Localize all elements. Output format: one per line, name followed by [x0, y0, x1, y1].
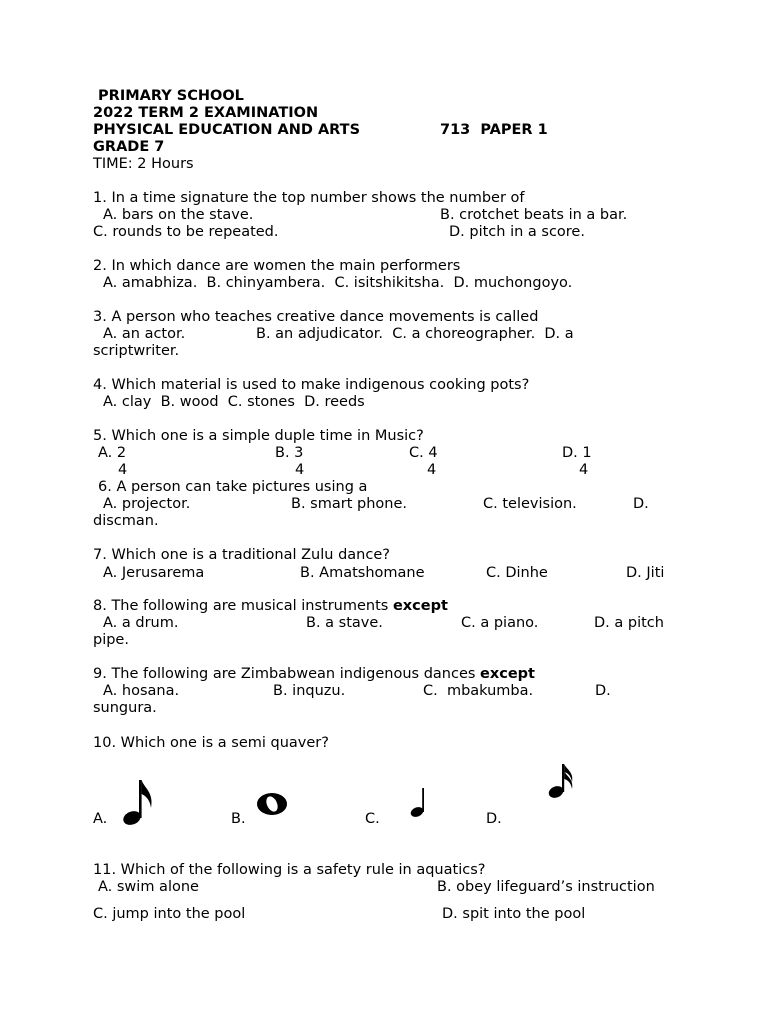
q1-option-d: D. pitch in a score. — [449, 224, 585, 240]
question-9-emphasis: except — [480, 666, 535, 682]
q8-option-a: A. a drum. — [103, 615, 179, 631]
q8-option-wrap: pipe. — [93, 632, 129, 648]
q11-option-b: B. obey lifeguard’s instruction — [437, 879, 655, 895]
q10-option-d: D. — [486, 811, 502, 827]
q5-option-c-denominator: 4 — [427, 462, 437, 478]
q8-option-c: C. a piano. — [461, 615, 539, 631]
q5-option-a-denominator: 4 — [118, 462, 128, 478]
q5-option-a: A. 2 — [98, 445, 127, 461]
q5-option-d: D. 1 — [562, 445, 592, 461]
q10-option-c: C. — [365, 811, 380, 827]
question-9 — [93, 666, 535, 683]
semiquaver-note-icon — [545, 760, 581, 802]
q11-option-c: C. jump into the pool — [93, 906, 246, 922]
quaver-note-icon — [118, 772, 158, 830]
q9-option-d: D. — [595, 683, 611, 699]
question-8-text: 8. The following are musical instruments — [93, 598, 393, 614]
question-7: 7. Which one is a traditional Zulu dance? — [93, 547, 390, 563]
q5-option-d-denominator: 4 — [579, 462, 589, 478]
subject-title: PHYSICAL EDUCATION AND ARTS — [93, 122, 361, 138]
q6-option-c: C. television. — [483, 496, 577, 512]
q6-option-wrap: discman. — [93, 513, 159, 529]
q5-option-b: B. 3 — [275, 445, 304, 461]
q8-option-b: B. a stave. — [306, 615, 383, 631]
q8-option-d: D. a pitch — [594, 615, 664, 631]
q5-option-c: C. 4 — [409, 445, 438, 461]
question-1: 1. In a time signature the top number shows the number of — [93, 190, 525, 206]
q6-option-d: D. — [633, 496, 649, 512]
q3-option-a: A. an actor. — [103, 326, 186, 342]
grade: GRADE 7 — [93, 139, 165, 155]
q1-option-b: B. crotchet beats in a bar. — [440, 207, 628, 223]
q9-option-b: B. inquzu. — [273, 683, 346, 699]
q3-option-wrap: scriptwriter. — [93, 343, 180, 359]
q1-option-c: C. rounds to be repeated. — [93, 224, 279, 240]
question-8-emphasis: except — [392, 598, 448, 614]
question-8 — [93, 598, 448, 615]
q7-option-c: C. Dinhe — [486, 565, 548, 581]
school-name: PRIMARY SCHOOL — [93, 88, 244, 104]
question-10: 10. Which one is a semi quaver? — [93, 735, 329, 751]
q1-option-a: A. bars on the stave. — [103, 207, 254, 223]
semibreve-note-icon — [255, 790, 289, 818]
question-11: 11. Which of the following is a safety rule in aquatics? — [93, 862, 486, 878]
question-2: 2. In which dance are women the main performers — [93, 258, 461, 274]
q11-option-d: D. spit into the pool — [442, 906, 586, 922]
question-3: 3. A person who teaches creative dance movements is called — [93, 309, 539, 325]
question-5: 5. Which one is a simple duple time in Music? — [93, 428, 424, 444]
q7-option-d: D. Jiti — [626, 565, 665, 581]
q10-option-b: B. — [231, 811, 246, 827]
q4-options: A. clay B. wood C. stones D. reeds — [103, 394, 365, 410]
q9-option-c: C. mbakumba. — [423, 683, 534, 699]
q5-option-b-denominator: 4 — [295, 462, 305, 478]
exam-title: 2022 TERM 2 EXAMINATION — [93, 105, 319, 121]
crotchet-note-icon — [408, 786, 432, 820]
q7-option-a: A. Jerusarema — [103, 565, 205, 581]
q11-option-a: A. swim alone — [98, 879, 199, 895]
question-9-text: 9. The following are Zimbabwean indigenous dances — [93, 666, 481, 682]
question-6: 6. A person can take pictures using a — [98, 479, 368, 495]
question-4: 4. Which material is used to make indigenous cooking pots? — [93, 377, 530, 393]
q10-option-a: A. — [93, 811, 108, 827]
q2-options: A. amabhiza. B. chinyambera. C. isitshikitsha. D. muchongoyo. — [103, 275, 573, 291]
q7-option-b: B. Amatshomane — [300, 565, 425, 581]
exam-time: TIME: 2 Hours — [93, 156, 194, 172]
q6-option-a: A. projector. — [103, 496, 191, 512]
paper-number: 713 PAPER 1 — [440, 122, 548, 138]
q6-option-b: B. smart phone. — [291, 496, 407, 512]
q9-option-wrap: sungura. — [93, 700, 157, 716]
q3-options-bcd: B. an adjudicator. C. a choreographer. D. a — [256, 326, 574, 342]
q9-option-a: A. hosana. — [103, 683, 180, 699]
